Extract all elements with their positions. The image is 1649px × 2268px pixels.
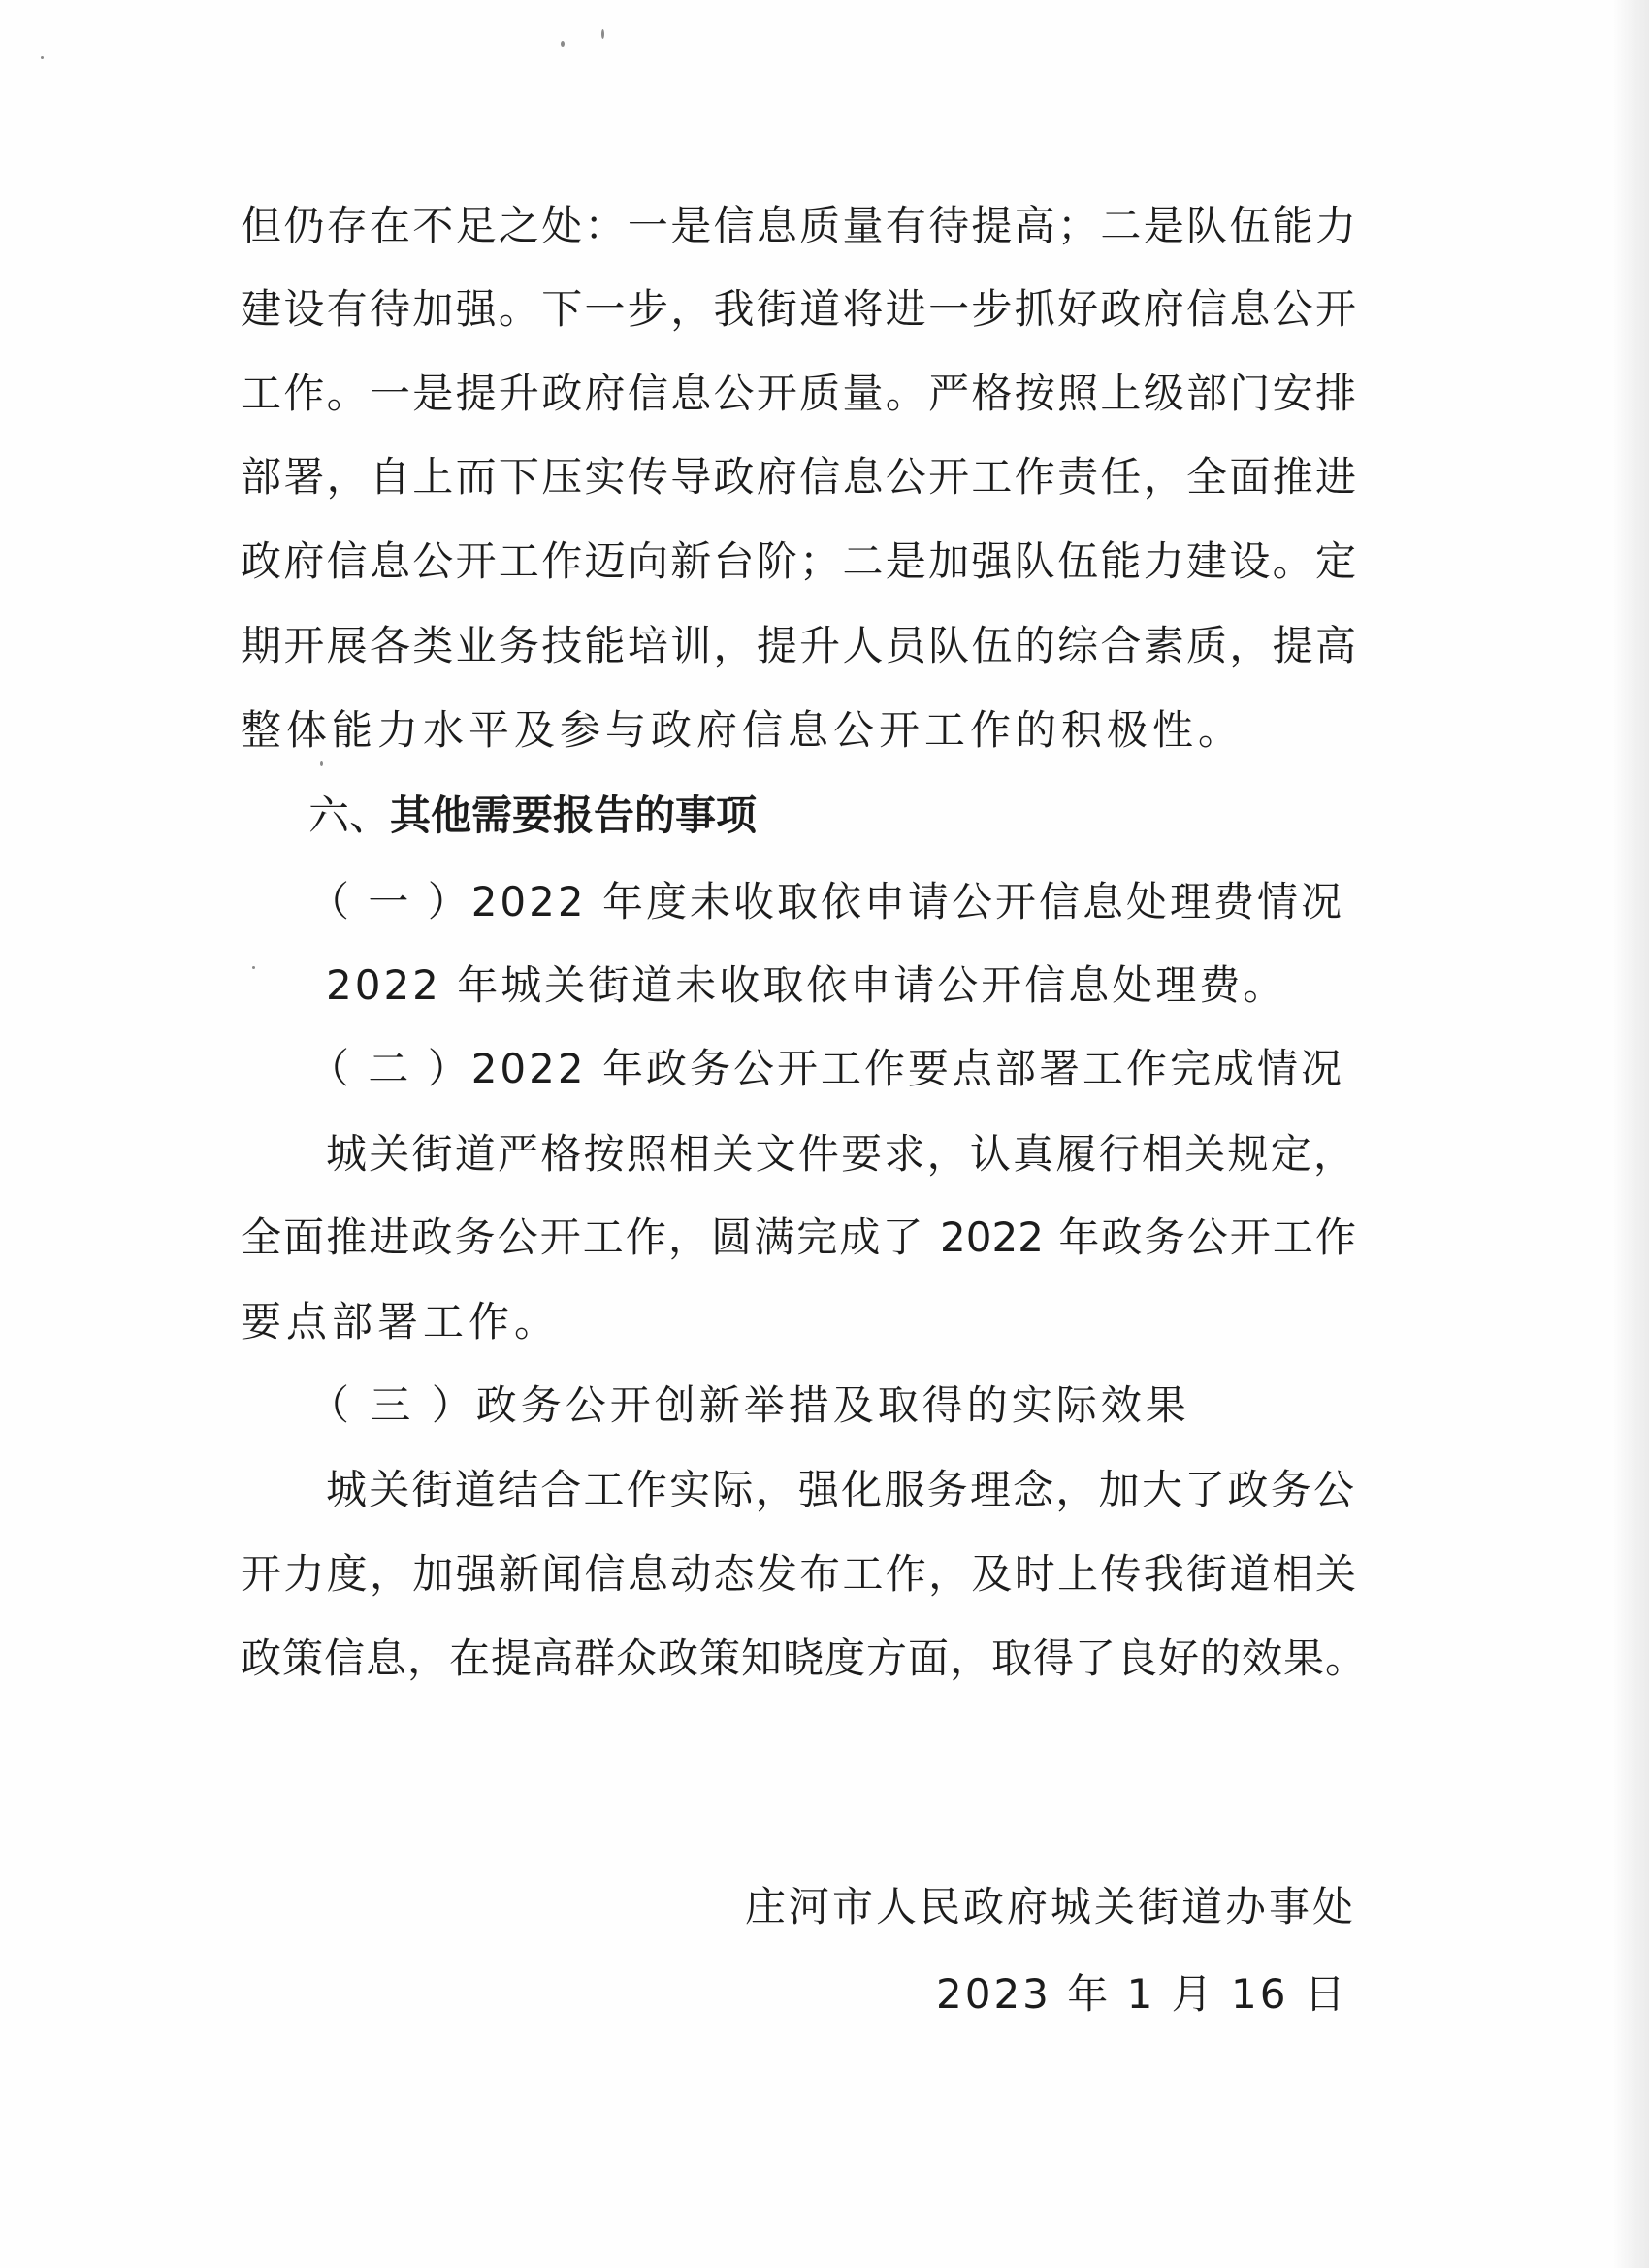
paragraph-line: 但仍存在不足之处：一是信息质量有待提高；二是队伍能力: [241, 202, 1356, 249]
scan-artifact: [561, 41, 565, 47]
section-heading: [308, 791, 757, 841]
paragraph-line: 城关街道结合工作实际，强化服务理念，加大了政务公: [326, 1466, 1354, 1513]
paragraph-line: 建设有待加强。下一步，我街道将进一步抓好政府信息公开: [241, 285, 1356, 333]
page-edge-shadow: [1614, 0, 1649, 2268]
paragraph-line: 要点部署工作。: [241, 1298, 561, 1345]
paragraph-line: 全面推进政务公开工作，圆满完成了 2022 年政务公开工作: [241, 1214, 1356, 1261]
paragraph-line: 开力度，加强新闻信息动态发布工作，及时上传我街道相关: [241, 1550, 1356, 1598]
paragraph-line: 期开展各类业务技能培训，提升人员队伍的综合素质，提高: [241, 622, 1356, 669]
subsection-title-1: （ 一 ）2022 年度未收取依申请公开信息处理费情况: [308, 878, 1344, 925]
scan-artifact: [320, 761, 323, 766]
section-title: 其他需要报告的事项: [390, 792, 758, 839]
section-number: 六、: [308, 792, 391, 839]
paragraph-line: 政策信息，在提高群众政策知晓度方面，取得了良好的效果。: [241, 1635, 1366, 1682]
signature-date: 2023 年 1 月 16 日: [936, 1970, 1348, 2018]
scan-artifact: [41, 56, 44, 59]
paragraph-line: 部署，自上而下压实传导政府信息公开工作责任，全面推进: [241, 453, 1356, 501]
paragraph-line: 政府信息公开工作迈向新台阶；二是加强队伍能力建设。定: [241, 537, 1356, 585]
paragraph-line: 整体能力水平及参与政府信息公开工作的积极性。: [241, 706, 1245, 754]
scan-artifact: [252, 966, 255, 969]
paragraph-line: 城关街道严格按照相关文件要求，认真履行相关规定，: [326, 1130, 1354, 1178]
subsection-body-1: 2022 年城关街道未收取依申请公开信息处理费。: [326, 961, 1287, 1009]
paragraph-line: 工作。一是提升政府信息公开质量。严格按照上级部门安排: [241, 370, 1356, 417]
subsection-title-2: （ 二 ）2022 年政务公开工作要点部署工作完成情况: [308, 1045, 1344, 1092]
scan-artifact: [601, 29, 604, 39]
signature-organization: 庄河市人民政府城关街道办事处: [745, 1883, 1357, 1930]
subsection-title-3: （ 三 ）政务公开创新举措及取得的实际效果: [308, 1381, 1190, 1429]
